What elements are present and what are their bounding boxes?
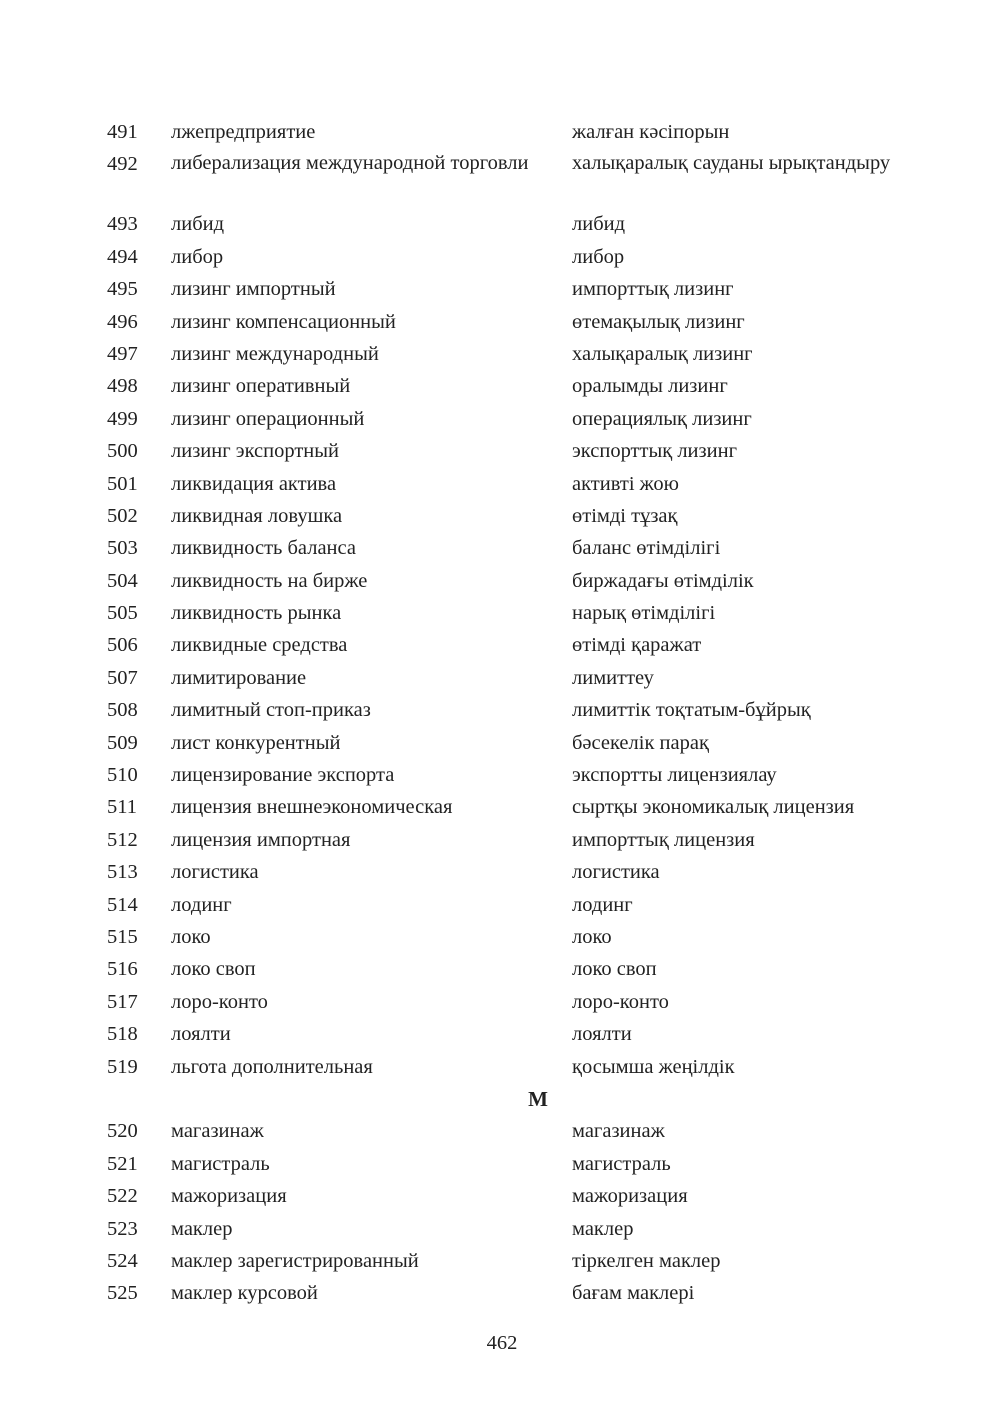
term-russian: магистраль — [171, 1152, 270, 1175]
list-item — [0, 116, 1004, 148]
list-item — [0, 1115, 1004, 1147]
term-russian: маклер курсовой — [171, 1282, 318, 1305]
list-item — [0, 370, 1004, 402]
term-russian: ликвидность на бирже — [171, 569, 368, 592]
list-item — [0, 1018, 1004, 1050]
term-kazakh: тіркелген маклер — [572, 1249, 721, 1272]
term-list — [0, 116, 1004, 1310]
term-kazakh: логистика — [572, 861, 660, 884]
list-item — [0, 1148, 1004, 1180]
list-item — [0, 791, 1004, 823]
term-kazakh: нарық өтімділігі — [572, 602, 716, 625]
term-kazakh: мажоризация — [572, 1185, 688, 1208]
entry-number: 499 — [107, 407, 138, 430]
list-item — [0, 921, 1004, 953]
list-item — [0, 468, 1004, 500]
entry-number: 512 — [107, 828, 138, 851]
list-item — [0, 500, 1004, 532]
term-russian: лоялти — [171, 1023, 231, 1046]
list-item — [0, 565, 1004, 597]
list-item — [0, 629, 1004, 661]
entry-number: 504 — [107, 569, 138, 592]
term-russian: логистика — [171, 861, 259, 884]
term-russian: лоро-конто — [171, 990, 268, 1013]
term-kazakh: магазинаж — [572, 1120, 665, 1143]
list-item — [0, 889, 1004, 921]
term-russian: лицензия импортная — [171, 828, 351, 851]
entry-number: 521 — [107, 1152, 138, 1175]
list-item — [0, 597, 1004, 629]
term-russian: лицензия внешнеэкономическая — [171, 796, 453, 819]
term-russian: ликвидация актива — [171, 472, 337, 495]
term-kazakh: локо своп — [572, 958, 657, 981]
entry-number: 502 — [107, 504, 138, 527]
entry-number: 522 — [107, 1185, 138, 1208]
entry-number: 520 — [107, 1120, 138, 1143]
term-russian: льгота дополнительная — [171, 1055, 373, 1078]
term-kazakh: либид — [572, 213, 626, 236]
term-russian: лодинг — [171, 893, 232, 916]
list-item — [0, 403, 1004, 435]
term-kazakh: өтімді қаражат — [572, 634, 702, 657]
entry-number: 508 — [107, 699, 138, 722]
term-kazakh: лимиттеу — [572, 666, 654, 689]
entry-number: 524 — [107, 1249, 138, 1272]
list-item — [0, 694, 1004, 726]
list-item — [0, 1245, 1004, 1277]
term-kazakh: өтімді тұзақ — [572, 504, 678, 527]
term-russian: лимитирование — [171, 666, 307, 689]
term-kazakh: импорттық лизинг — [572, 278, 734, 301]
entry-number: 511 — [107, 796, 137, 819]
term-kazakh: магистраль — [572, 1152, 671, 1175]
term-russian: локо — [171, 925, 211, 948]
term-kazakh: либор — [572, 245, 625, 268]
term-kazakh: жалған кәсіпорын — [572, 121, 730, 143]
entry-number: 492 — [107, 153, 138, 176]
list-item — [0, 435, 1004, 467]
term-russian: лист конкурентный — [171, 731, 341, 754]
term-kazakh: оралымды лизинг — [572, 375, 728, 398]
list-item — [0, 1180, 1004, 1212]
entry-number: 505 — [107, 602, 138, 625]
list-item — [0, 1277, 1004, 1309]
entry-number: 519 — [107, 1055, 138, 1078]
term-kazakh: локо — [572, 925, 612, 948]
entry-number: 497 — [107, 342, 138, 365]
term-russian: мажоризация — [171, 1185, 287, 1208]
term-russian: лицензирование экспорта — [171, 764, 395, 787]
term-russian: ликвидная ловушка — [171, 504, 343, 527]
term-kazakh: операциялық лизинг — [572, 407, 752, 430]
term-russian: либерализация международной торговли — [171, 152, 529, 175]
term-russian: лимитный стоп-приказ — [171, 699, 371, 722]
entry-number: 510 — [107, 764, 138, 787]
list-item — [0, 662, 1004, 694]
term-kazakh: экспортты лицензиялау — [572, 764, 777, 787]
entry-number: 516 — [107, 958, 138, 981]
term-russian: ликвидность рынка — [171, 602, 342, 625]
list-item — [0, 727, 1004, 759]
entry-number: 495 — [107, 278, 138, 301]
term-russian: лизинг экспортный — [171, 440, 339, 463]
entry-number: 493 — [107, 213, 138, 236]
list-item — [0, 241, 1004, 273]
entry-number: 494 — [107, 245, 138, 268]
term-kazakh: лоялти — [572, 1023, 632, 1046]
term-russian: лизинг оперативный — [171, 375, 351, 398]
page-number: 462 — [486, 1332, 518, 1354]
entry-number: 523 — [107, 1217, 138, 1240]
entry-number: 525 — [107, 1282, 138, 1305]
list-item — [0, 338, 1004, 370]
term-kazakh: халықаралық сауданы ырықтандыру — [572, 152, 891, 175]
entry-number: 517 — [107, 990, 138, 1013]
term-russian: магазинаж — [171, 1120, 264, 1143]
term-russian: ликвидность баланса — [171, 537, 356, 560]
term-kazakh: лоро-конто — [572, 990, 669, 1013]
entry-number: 501 — [107, 472, 138, 495]
entry-number: 513 — [107, 861, 138, 884]
list-item — [0, 532, 1004, 564]
term-russian: маклер зарегистрированный — [171, 1249, 419, 1272]
list-item — [0, 856, 1004, 888]
entry-number: 518 — [107, 1023, 138, 1046]
term-kazakh: бағам маклері — [572, 1282, 695, 1305]
list-item — [0, 148, 1004, 208]
term-kazakh: халықаралық лизинг — [572, 342, 753, 365]
entry-number: 500 — [107, 440, 138, 463]
term-russian: лизинг операционный — [171, 407, 365, 430]
list-item — [0, 208, 1004, 240]
term-russian: лжепредприятие — [171, 121, 316, 143]
term-kazakh: бәсекелік парақ — [572, 731, 709, 754]
list-item — [0, 953, 1004, 985]
entry-number: 509 — [107, 731, 138, 754]
list-item — [0, 986, 1004, 1018]
entry-number: 498 — [107, 375, 138, 398]
term-russian: лизинг импортный — [171, 278, 336, 301]
term-russian: лизинг компенсационный — [171, 310, 396, 333]
term-kazakh: экспорттық лизинг — [572, 440, 737, 463]
entry-number: 514 — [107, 893, 138, 916]
entry-number: 515 — [107, 925, 138, 948]
term-kazakh: өтемақылық лизинг — [572, 310, 745, 333]
term-kazakh: импорттық лицензия — [572, 828, 755, 851]
term-kazakh: қосымша жеңілдік — [572, 1055, 735, 1078]
term-kazakh: лодинг — [572, 893, 633, 916]
list-item — [0, 1213, 1004, 1245]
term-russian: локо своп — [171, 958, 256, 981]
term-russian: либид — [171, 213, 225, 236]
entry-number: 507 — [107, 666, 138, 689]
term-kazakh: биржадағы өтімділік — [572, 569, 754, 592]
list-item — [0, 824, 1004, 856]
term-russian: либор — [171, 245, 224, 268]
term-russian: лизинг международный — [171, 342, 379, 365]
term-russian: маклер — [171, 1217, 233, 1240]
entry-number: 491 — [107, 121, 138, 143]
list-item — [0, 1051, 1004, 1083]
entry-number: 506 — [107, 634, 138, 657]
section-heading-m: М — [528, 1086, 548, 1111]
entry-number: 496 — [107, 310, 138, 333]
term-kazakh: лимиттік тоқтатым-бұйрық — [572, 699, 811, 722]
term-kazakh: маклер — [572, 1217, 634, 1240]
list-item — [0, 759, 1004, 791]
term-kazakh: сыртқы экономикалық лицензия — [572, 796, 855, 819]
term-kazakh: баланс өтімділігі — [572, 537, 721, 560]
entry-number: 503 — [107, 537, 138, 560]
term-russian: ликвидные средства — [171, 634, 348, 657]
list-item — [0, 273, 1004, 305]
list-item — [0, 306, 1004, 338]
term-kazakh: активті жою — [572, 472, 679, 495]
